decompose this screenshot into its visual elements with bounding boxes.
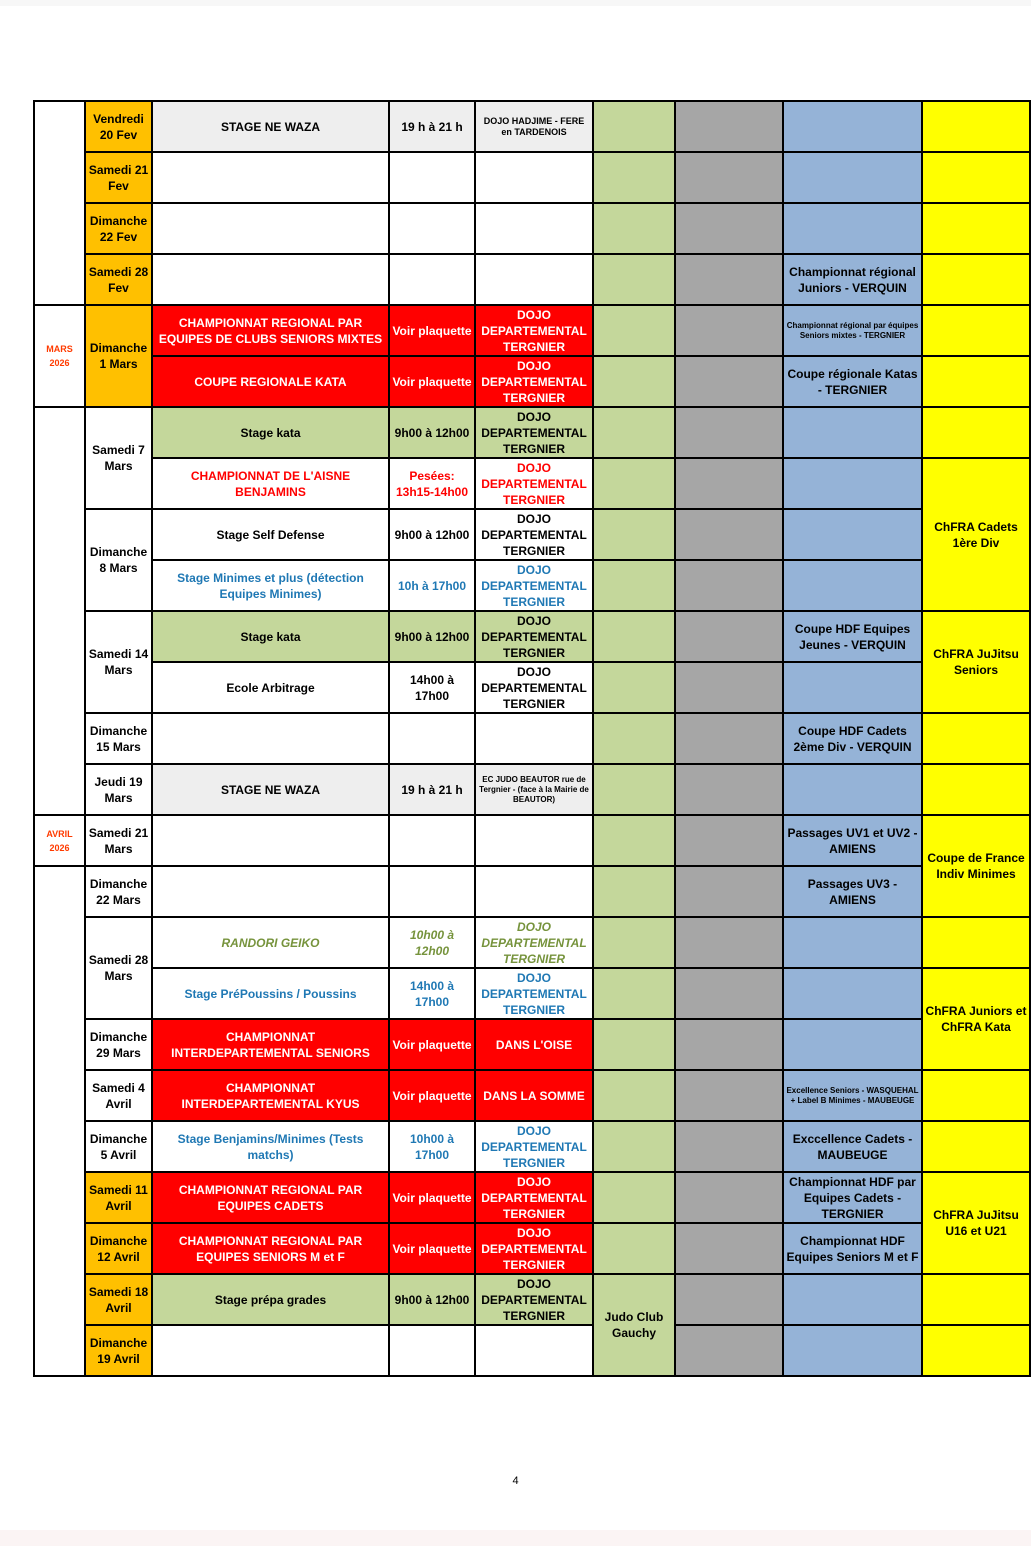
- national-cell: [922, 917, 1030, 968]
- regional-event: Championnat HDF Equipes Seniors M et F: [783, 1223, 922, 1274]
- regional-event: Championnat régional par équipes Seniors mixtes - TERGNIER: [783, 305, 922, 356]
- national-cell: [922, 152, 1030, 203]
- grey-column-cell: [675, 407, 783, 458]
- event-place: EC JUDO BEAUTOR rue de Tergnier - (face à la Mairie de BEAUTOR): [475, 764, 593, 815]
- club-column-cell: [593, 254, 675, 305]
- grey-column-cell: [675, 917, 783, 968]
- event-time: Voir plaquette: [389, 305, 475, 356]
- event-place: DANS LA SOMME: [475, 1070, 593, 1121]
- regional-cell: [783, 968, 922, 1019]
- table-row: [34, 203, 1030, 254]
- national-cell: [922, 407, 1030, 458]
- table-row: [34, 611, 1030, 662]
- event-place: DOJO DEPARTEMENTAL TERGNIER: [475, 1172, 593, 1223]
- event-time: Voir plaquette: [389, 1070, 475, 1121]
- event-time: Pesées: 13h15-14h00: [389, 458, 475, 509]
- regional-event: Championnat régional Juniors - VERQUIN: [783, 254, 922, 305]
- event-title: CHAMPIONNAT DE L'AISNE BENJAMINS: [152, 458, 389, 509]
- event-place: DOJO DEPARTEMENTAL TERGNIER: [475, 611, 593, 662]
- national-event: ChFRA JuJitsu Seniors: [922, 611, 1030, 713]
- grey-column-cell: [675, 458, 783, 509]
- table-row: [34, 1172, 1030, 1223]
- event-time: [389, 254, 475, 305]
- event-title: [152, 1325, 389, 1376]
- date-cell: Samedi 14 Mars: [85, 611, 152, 713]
- event-title: Stage Benjamins/Minimes (Tests matchs): [152, 1121, 389, 1172]
- regional-cell: [783, 560, 922, 611]
- club-column-cell: [593, 968, 675, 1019]
- club-note: Judo Club Gauchy: [593, 1274, 675, 1376]
- club-column-cell: [593, 764, 675, 815]
- event-place: DOJO DEPARTEMENTAL TERGNIER: [475, 1274, 593, 1325]
- event-place: DOJO DEPARTEMENTAL TERGNIER: [475, 509, 593, 560]
- regional-event: Coupe régionale Katas - TERGNIER: [783, 356, 922, 407]
- regional-cell: [783, 101, 922, 152]
- table-row: [34, 764, 1030, 815]
- club-column-cell: [593, 152, 675, 203]
- event-time: 19 h à 21 h: [389, 101, 475, 152]
- club-column-cell: [593, 509, 675, 560]
- month-label: MARS 2026: [34, 305, 85, 407]
- event-title: STAGE NE WAZA: [152, 101, 389, 152]
- national-event: Coupe de France Indiv Minimes: [922, 815, 1030, 917]
- grey-column-cell: [675, 305, 783, 356]
- grey-column-cell: [675, 1070, 783, 1121]
- regional-cell: [783, 407, 922, 458]
- table-row: [34, 1274, 1030, 1325]
- club-column-cell: [593, 458, 675, 509]
- calendar-table: [33, 100, 1031, 1377]
- event-place: [475, 1325, 593, 1376]
- club-column-cell: [593, 560, 675, 611]
- regional-event: Passages UV1 et UV2 - AMIENS: [783, 815, 922, 866]
- table-row: [34, 1121, 1030, 1172]
- regional-event: Coupe HDF Cadets 2ème Div - VERQUIN: [783, 713, 922, 764]
- event-place: DOJO DEPARTEMENTAL TERGNIER: [475, 662, 593, 713]
- grey-column-cell: [675, 1223, 783, 1274]
- grey-column-cell: [675, 254, 783, 305]
- event-time: 14h00 à 17h00: [389, 662, 475, 713]
- date-cell: Dimanche 29 Mars: [85, 1019, 152, 1070]
- grey-column-cell: [675, 509, 783, 560]
- event-title: CHAMPIONNAT REGIONAL PAR EQUIPES SENIORS M et F: [152, 1223, 389, 1274]
- grey-column-cell: [675, 356, 783, 407]
- date-cell: Dimanche 22 Mars: [85, 866, 152, 917]
- event-title: Stage kata: [152, 611, 389, 662]
- table-row: [34, 968, 1030, 1019]
- event-place: DOJO DEPARTEMENTAL TERGNIER: [475, 1121, 593, 1172]
- date-cell: Samedi 21 Mars: [85, 815, 152, 866]
- table-row: [34, 560, 1030, 611]
- event-time: Voir plaquette: [389, 1172, 475, 1223]
- national-event: ChFRA JuJitsu U16 et U21: [922, 1172, 1030, 1274]
- event-title: COUPE REGIONALE KATA: [152, 356, 389, 407]
- grey-column-cell: [675, 662, 783, 713]
- club-column-cell: [593, 1019, 675, 1070]
- grey-column-cell: [675, 764, 783, 815]
- date-cell: Samedi 18 Avril: [85, 1274, 152, 1325]
- event-title: CHAMPIONNAT INTERDEPARTEMENTAL SENIORS: [152, 1019, 389, 1070]
- event-title: Stage PréPoussins / Poussins: [152, 968, 389, 1019]
- event-time: [389, 203, 475, 254]
- club-column-cell: [593, 611, 675, 662]
- table-row: [34, 356, 1030, 407]
- national-cell: [922, 101, 1030, 152]
- table-row: [34, 866, 1030, 917]
- regional-cell: [783, 1325, 922, 1376]
- regional-event: Exccellence Cadets - MAUBEUGE: [783, 1121, 922, 1172]
- club-column-cell: [593, 917, 675, 968]
- month-cell: [34, 866, 85, 1376]
- event-time: 10h00 à 12h00: [389, 917, 475, 968]
- national-cell: [922, 1325, 1030, 1376]
- national-cell: [922, 254, 1030, 305]
- event-title: CHAMPIONNAT REGIONAL PAR EQUIPES DE CLUBS SENIORS MIXTES: [152, 305, 389, 356]
- date-cell: Samedi 7 Mars: [85, 407, 152, 509]
- event-title: [152, 815, 389, 866]
- event-place: DOJO DEPARTEMENTAL TERGNIER: [475, 407, 593, 458]
- event-title: [152, 713, 389, 764]
- event-title: Stage kata: [152, 407, 389, 458]
- club-column-cell: [593, 1121, 675, 1172]
- table-row: [34, 305, 1030, 356]
- event-time: [389, 866, 475, 917]
- regional-cell: [783, 203, 922, 254]
- national-cell: [922, 1070, 1030, 1121]
- club-column-cell: [593, 713, 675, 764]
- date-cell: Dimanche 1 Mars: [85, 305, 152, 407]
- regional-cell: [783, 458, 922, 509]
- club-column-cell: [593, 1223, 675, 1274]
- month-label: AVRIL 2026: [34, 815, 85, 866]
- event-place: [475, 866, 593, 917]
- grey-column-cell: [675, 152, 783, 203]
- event-time: 19 h à 21 h: [389, 764, 475, 815]
- national-cell: [922, 1121, 1030, 1172]
- regional-cell: [783, 1019, 922, 1070]
- date-cell: Samedi 11 Avril: [85, 1172, 152, 1223]
- table-row: [34, 407, 1030, 458]
- table-row: [34, 458, 1030, 509]
- regional-cell: [783, 662, 922, 713]
- grey-column-cell: [675, 866, 783, 917]
- date-cell: Samedi 21 Fev: [85, 152, 152, 203]
- club-column-cell: [593, 866, 675, 917]
- date-cell: Vendredi 20 Fev: [85, 101, 152, 152]
- event-place: DOJO DEPARTEMENTAL TERGNIER: [475, 968, 593, 1019]
- table-row: [34, 1019, 1030, 1070]
- top-band: [0, 0, 1031, 6]
- event-place: [475, 713, 593, 764]
- regional-cell: [783, 917, 922, 968]
- event-title: STAGE NE WAZA: [152, 764, 389, 815]
- bottom-band: [0, 1530, 1031, 1546]
- national-cell: [922, 356, 1030, 407]
- table-row: [34, 917, 1030, 968]
- table-row: [34, 509, 1030, 560]
- table-row: [34, 1325, 1030, 1376]
- event-place: [475, 203, 593, 254]
- event-title: [152, 866, 389, 917]
- month-cell: [34, 101, 85, 305]
- national-cell: [922, 713, 1030, 764]
- event-title: Stage Self Defense: [152, 509, 389, 560]
- national-cell: [922, 305, 1030, 356]
- grey-column-cell: [675, 815, 783, 866]
- national-event: ChFRA Cadets 1ère Div: [922, 458, 1030, 611]
- table-row: [34, 815, 1030, 866]
- grey-column-cell: [675, 968, 783, 1019]
- date-cell: Samedi 4 Avril: [85, 1070, 152, 1121]
- event-place: [475, 254, 593, 305]
- event-time: [389, 815, 475, 866]
- event-time: 9h00 à 12h00: [389, 1274, 475, 1325]
- grey-column-cell: [675, 611, 783, 662]
- event-time: 9h00 à 12h00: [389, 509, 475, 560]
- event-title: CHAMPIONNAT REGIONAL PAR EQUIPES CADETS: [152, 1172, 389, 1223]
- grey-column-cell: [675, 1019, 783, 1070]
- table-row: [34, 152, 1030, 203]
- regional-event: Coupe HDF Equipes Jeunes - VERQUIN: [783, 611, 922, 662]
- event-place: [475, 152, 593, 203]
- table-row: [34, 101, 1030, 152]
- event-time: 14h00 à 17h00: [389, 968, 475, 1019]
- event-place: DOJO DEPARTEMENTAL TERGNIER: [475, 560, 593, 611]
- page-number: 4: [512, 1475, 519, 1487]
- national-cell: [922, 1274, 1030, 1325]
- event-title: CHAMPIONNAT INTERDEPARTEMENTAL KYUS: [152, 1070, 389, 1121]
- national-event: ChFRA Juniors et ChFRA Kata: [922, 968, 1030, 1070]
- event-title: [152, 254, 389, 305]
- event-place: DOJO HADJIME - FERE en TARDENOIS: [475, 101, 593, 152]
- date-cell: Samedi 28 Mars: [85, 917, 152, 1019]
- event-time: [389, 713, 475, 764]
- date-cell: Dimanche 22 Fev: [85, 203, 152, 254]
- national-cell: [922, 203, 1030, 254]
- club-column-cell: [593, 101, 675, 152]
- club-column-cell: [593, 407, 675, 458]
- event-time: Voir plaquette: [389, 356, 475, 407]
- club-column-cell: [593, 356, 675, 407]
- event-place: DOJO DEPARTEMENTAL TERGNIER: [475, 1223, 593, 1274]
- date-cell: Dimanche 19 Avril: [85, 1325, 152, 1376]
- grey-column-cell: [675, 1325, 783, 1376]
- event-time: [389, 1325, 475, 1376]
- table-row: [34, 254, 1030, 305]
- event-title: Stage prépa grades: [152, 1274, 389, 1325]
- event-title: Stage Minimes et plus (détection Equipes Minimes): [152, 560, 389, 611]
- club-column-cell: [593, 305, 675, 356]
- club-column-cell: [593, 203, 675, 254]
- event-title: Ecole Arbitrage: [152, 662, 389, 713]
- event-place: DOJO DEPARTEMENTAL TERGNIER: [475, 305, 593, 356]
- event-title: RANDORI GEIKO: [152, 917, 389, 968]
- date-cell: Dimanche 15 Mars: [85, 713, 152, 764]
- regional-cell: [783, 509, 922, 560]
- grey-column-cell: [675, 713, 783, 764]
- regional-cell: [783, 764, 922, 815]
- club-column-cell: [593, 1172, 675, 1223]
- regional-event: Championnat HDF par Equipes Cadets - TERGNIER: [783, 1172, 922, 1223]
- regional-event: Passages UV3 - AMIENS: [783, 866, 922, 917]
- event-time: 9h00 à 12h00: [389, 407, 475, 458]
- club-column-cell: [593, 662, 675, 713]
- event-place: DANS L'OISE: [475, 1019, 593, 1070]
- table-row: [34, 1223, 1030, 1274]
- month-cell: [34, 407, 85, 815]
- date-cell: Dimanche 5 Avril: [85, 1121, 152, 1172]
- grey-column-cell: [675, 101, 783, 152]
- date-cell: Dimanche 8 Mars: [85, 509, 152, 611]
- grey-column-cell: [675, 1172, 783, 1223]
- event-place: DOJO DEPARTEMENTAL TERGNIER: [475, 458, 593, 509]
- event-time: [389, 152, 475, 203]
- event-title: [152, 152, 389, 203]
- event-time: Voir plaquette: [389, 1223, 475, 1274]
- club-column-cell: [593, 815, 675, 866]
- date-cell: Jeudi 19 Mars: [85, 764, 152, 815]
- national-cell: [922, 764, 1030, 815]
- regional-cell: [783, 152, 922, 203]
- event-time: 9h00 à 12h00: [389, 611, 475, 662]
- table-row: [34, 713, 1030, 764]
- table-row: [34, 1070, 1030, 1121]
- table-row: [34, 662, 1030, 713]
- event-place: DOJO DEPARTEMENTAL TERGNIER: [475, 356, 593, 407]
- date-cell: Dimanche 12 Avril: [85, 1223, 152, 1274]
- date-cell: Samedi 28 Fev: [85, 254, 152, 305]
- event-place: DOJO DEPARTEMENTAL TERGNIER: [475, 917, 593, 968]
- regional-cell: [783, 1274, 922, 1325]
- event-time: 10h à 17h00: [389, 560, 475, 611]
- grey-column-cell: [675, 1274, 783, 1325]
- event-time: Voir plaquette: [389, 1019, 475, 1070]
- grey-column-cell: [675, 560, 783, 611]
- grey-column-cell: [675, 203, 783, 254]
- club-column-cell: [593, 1070, 675, 1121]
- event-place: [475, 815, 593, 866]
- regional-event: Excellence Seniors - WASQUEHAL + Label B Minimes - MAUBEUGE: [783, 1070, 922, 1121]
- grey-column-cell: [675, 1121, 783, 1172]
- event-time: 10h00 à 17h00: [389, 1121, 475, 1172]
- event-title: [152, 203, 389, 254]
